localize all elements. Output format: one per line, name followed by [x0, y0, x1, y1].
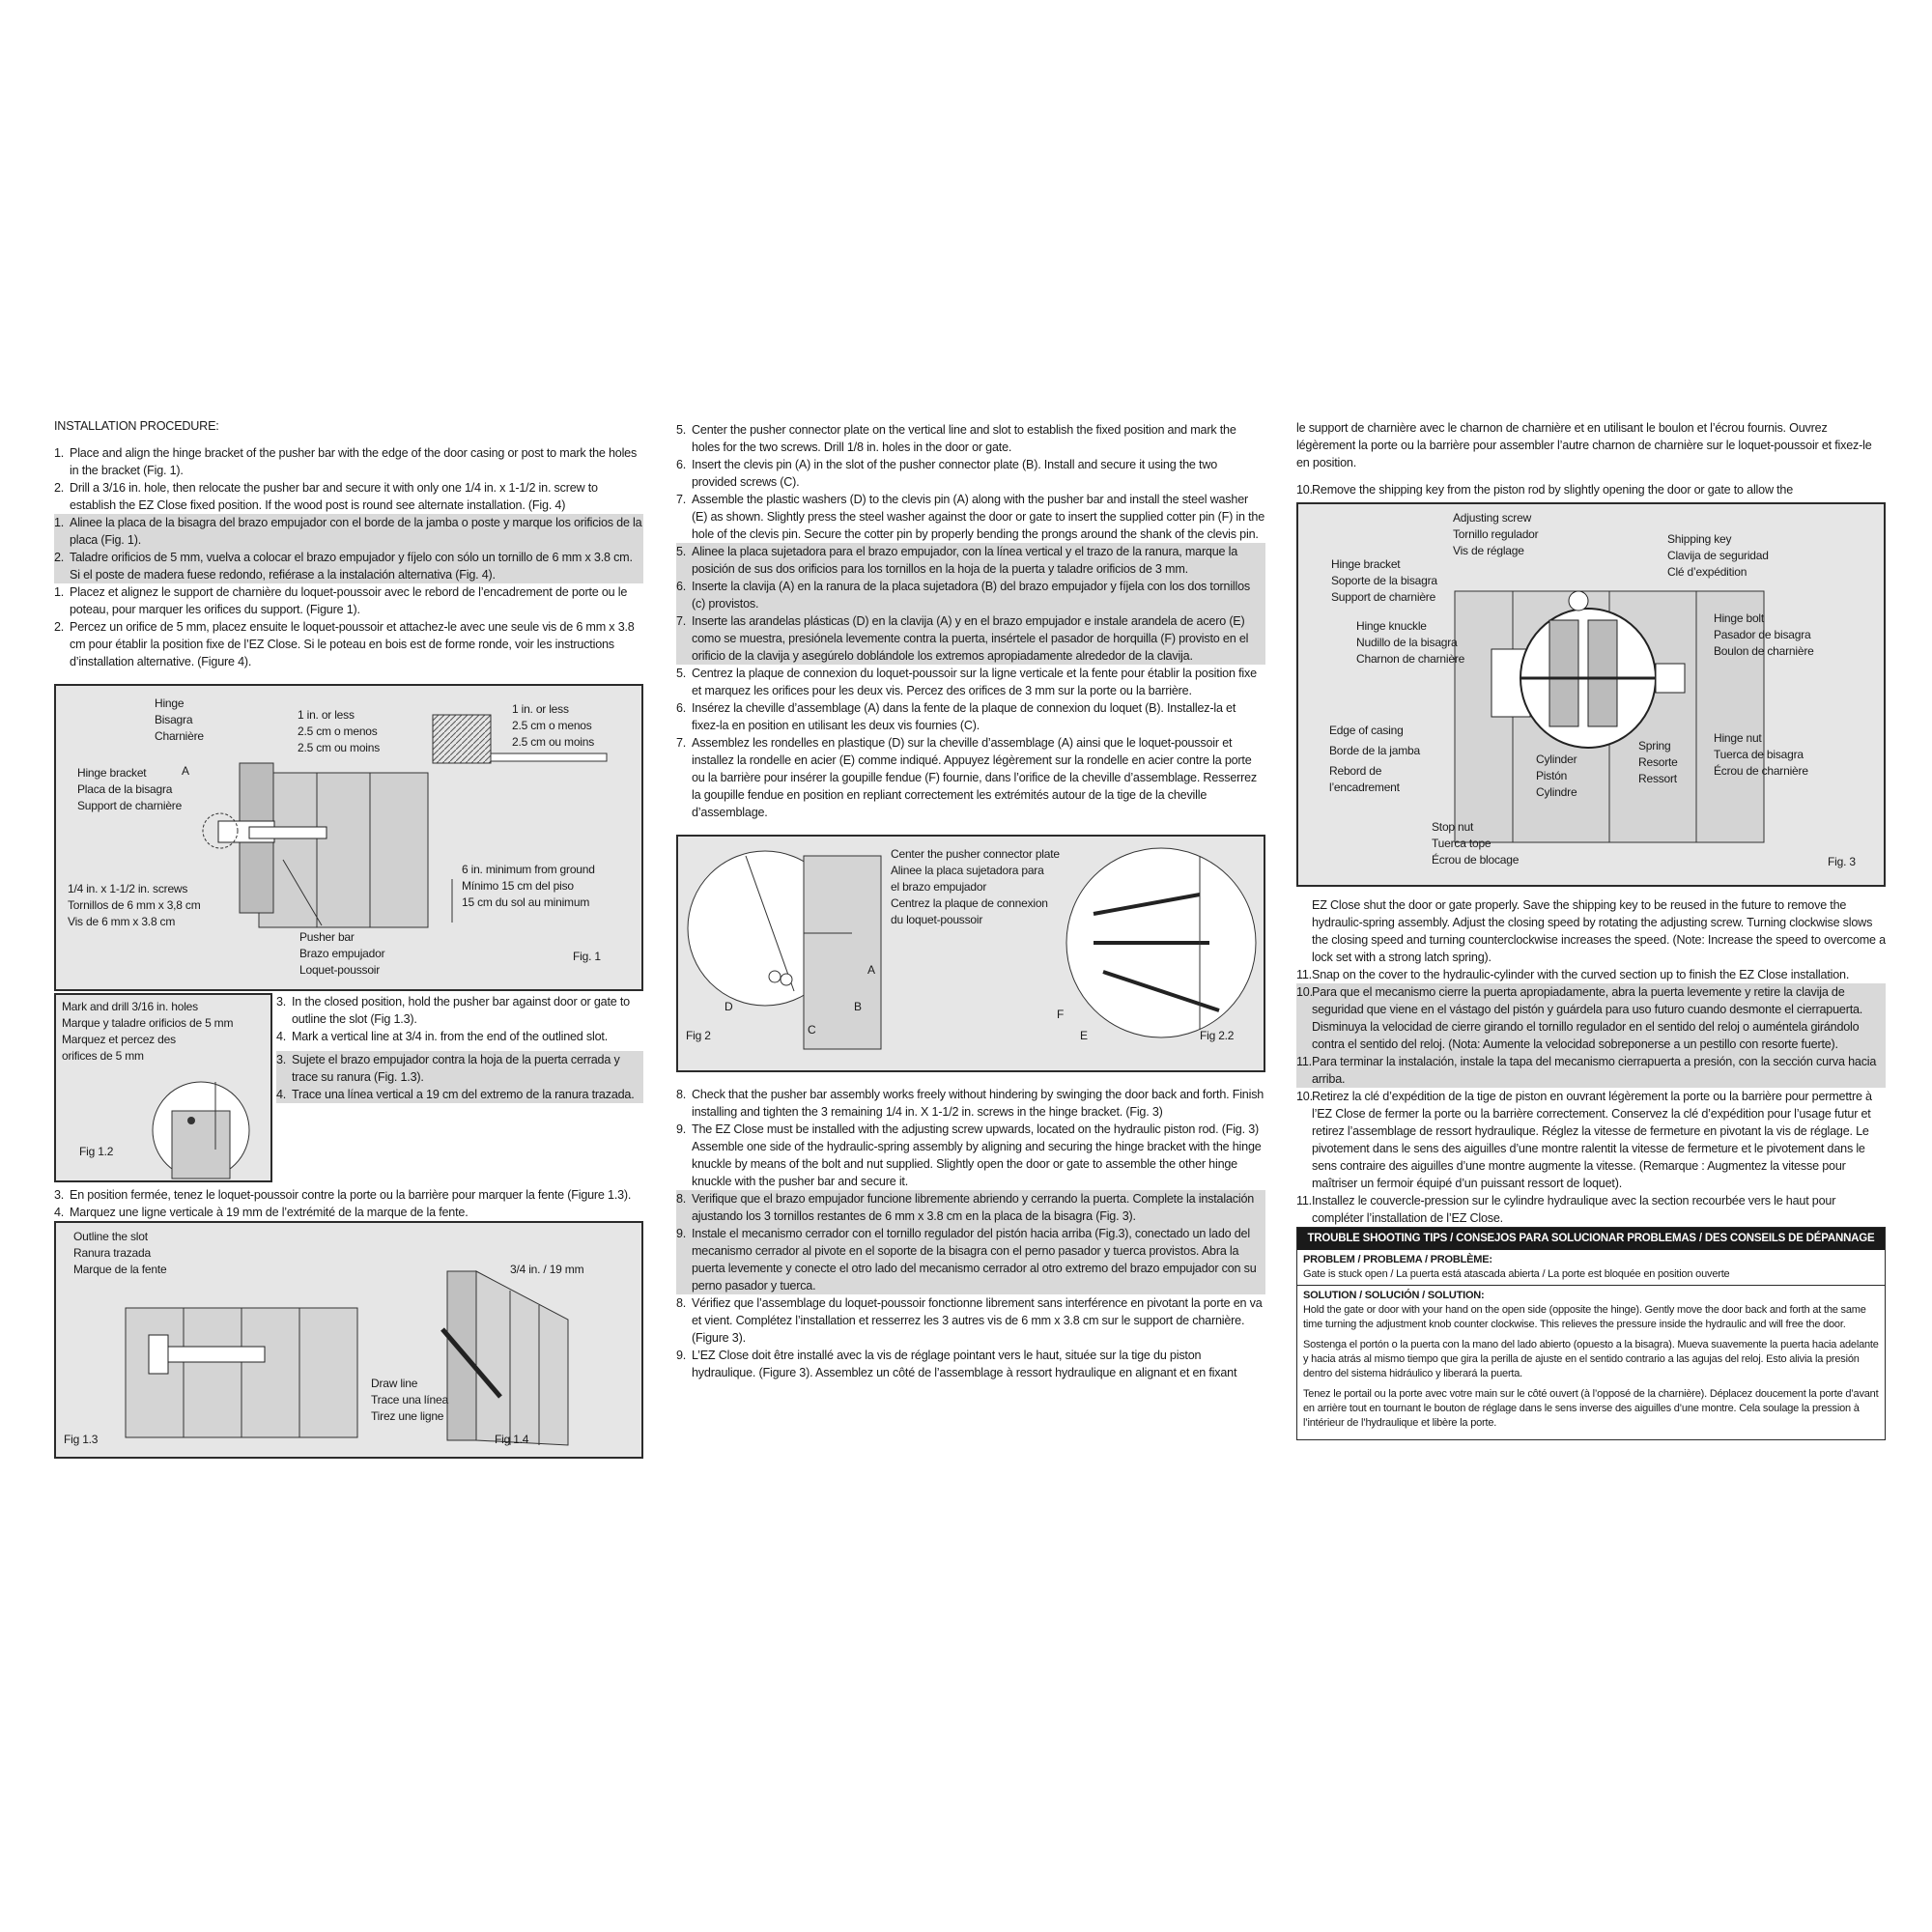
label-pusher-bar: Pusher bar Brazo empujador Loquet-poussoir: [299, 930, 385, 977]
problem-row: [1297, 1250, 1885, 1286]
label-cylinder: Cylinder Pistón Cylindre: [1536, 753, 1577, 799]
list-item: 11. Snap on the cover to the hydraulic-cylinder with the curved section up to finish the EZ Close installation.: [1296, 968, 1850, 981]
label-hinge-knuckle: Hinge knuckle Nudillo de la bisagra Charnon de charnière: [1356, 619, 1465, 666]
list-item: 5. Alinee la placa sujetadora para el brazo empujador, con la línea vertical y el trazo de la ranura, marque la posición de sus dos orificios para los tornillos en la hoja de la puerta y taladre orificios de 3 mm.: [676, 545, 1238, 576]
troubleshooting-title: TROUBLE SHOOTING TIPS / CONSEJOS PARA SOLUCIONAR PROBLEMAS / DES CONSEILS DE DÉPANNAGE: [1297, 1228, 1885, 1250]
list-item: 6. Insérez la cheville d’assemblage (A) dans la fente de la plaque de connexion du loquet (B). Installez-la et fixez-la en position en utilisant les deux vis fournies (C).: [676, 701, 1236, 732]
solution-es: Sostenga el portón o la puerta con la mano del lado abierto (opuesto a la bisagra). Mueva suavemente la puerta hacia adelante y hacia atrás al mismo tiempo que gira la perilla de ajuste en el sentido contrario a las agujas del reloj. Esto alivia la presión dentro del sistema hidráulico y liberará la puerta.: [1303, 1339, 1879, 1379]
list-item: 8. Check that the pusher bar assembly works freely without hindering by swinging the door back and forth. Finish installing and tighten the 3 remaining 1/4 in. X 1-1/2 in. screws in the hinge bracket. (Fig. 3): [676, 1088, 1264, 1119]
steps-fr-9: [676, 1347, 1265, 1381]
fig2-caption: Fig 2: [686, 1029, 711, 1042]
fig12-row: [54, 993, 643, 1186]
label-adjusting-screw: Adjusting screw Tornillo regulador Vis de réglage: [1453, 511, 1539, 557]
fig1-caption: Fig. 1: [573, 950, 601, 963]
list-item: 10. Remove the shipping key from the piston rod by slightly opening the door or gate to allow the: [1296, 483, 1794, 497]
steps-fr-5-7: [676, 665, 1265, 821]
steps-fr-10-11: [1296, 1088, 1886, 1227]
steps-en-8-9: [676, 1086, 1265, 1190]
list-item: 8. Verifique que el brazo empujador funcione libremente abriendo y cerrando la puerta. Complete la instalación ajustando los 3 tornillos restantes de 6 mm x 3.8 cm en la placa de la bisagra (Fig. 3).: [676, 1192, 1255, 1223]
label-center-plate: Center the pusher connector plate Alinee la placa sujetadora para el brazo empujador Centrez la plaque de connexion du loquet-poussoir: [891, 847, 1060, 926]
list-item: 4. Trace una línea vertical a 19 cm del extremo de la ranura trazada.: [276, 1088, 635, 1101]
list-item: 3. En position fermée, tenez le loquet-poussoir contre la porte ou la barrière pour marquer la fente (Figure 1.3).: [54, 1188, 632, 1202]
list-item: 3. In the closed position, hold the pusher bar against door or gate to outline the slot (Fig 1.3).: [276, 995, 630, 1026]
label-a: A: [867, 963, 875, 977]
list-item: 1. Place and align the hinge bracket of the pusher bar with the edge of the door casing or post to mark the holes in the bracket (Fig. 1).: [54, 446, 638, 477]
list-item: 1. Alinee la placa de la bisagra del brazo empujador con el borde de la jamba o poste y marque los orificios de la placa (Fig. 1).: [54, 516, 642, 547]
list-item: 7. Inserte las arandelas plásticas (D) en la clavija (A) y en el brazo empujador e instale arandela de acero (E) como se muestra, presiónela levemente contra la puerta, insértele el pasador de horquilla (F) provisto en el orificio de la clavija y asegúrelo doblándole los extremos apropiadamente alrededor de la clavija.: [676, 614, 1249, 663]
column-3: [1296, 419, 1886, 1440]
column-2: [676, 421, 1265, 1381]
solution-fr: Tenez le portail ou la porte avec votre main sur le côté ouvert (à l’opposé de la charnière). Déplacez doucement la porte d’avant en arrière tout en tournant le bouton de réglage dans le sens inverse des aiguilles d’une montre. Cela soulage la pression à l’intérieur de l’hydraulique et libère la porte.: [1303, 1388, 1879, 1429]
list-item: 1. Placez et alignez le support de charnière du loquet-poussoir avec le rebord de l’encadrement de porte ou le poteau, pour marquer les orifices du support. (Figure 1).: [54, 585, 628, 616]
fig14-caption: Fig 1.4: [495, 1433, 529, 1446]
label-hinge-nut: Hinge nut Tuerca de bisagra Écrou de charnière: [1714, 731, 1808, 778]
step-en-10-start: [1296, 481, 1886, 498]
list-item: 7. Assemblez les rondelles en plastique (D) sur la cheville d’assemblage (A) ainsi que le loquet-poussoir et installez la rondelle en acier (E) comme indiqué. Appuyez légèrement sur la rondelle en acier contre la porte ou la barrière pour insérer la goupille fendue (F) fournie, dans l’orifice de la cheville d’assemblage. Resserrez la goupille fendue en position en repliant correctement les extrémités autour de la tige de la cheville d’assemblage.: [676, 736, 1258, 819]
steps-en-5-7: [676, 421, 1265, 543]
steps-3-4: [276, 993, 643, 1103]
label-e: E: [1080, 1029, 1088, 1042]
label-stop-nut: Stop nut Tuerca tope Écrou de blocage: [1432, 820, 1520, 867]
label-measure: 3/4 in. / 19 mm: [510, 1263, 584, 1276]
label-shipping-key: Shipping key Clavija de seguridad Clé d’expédition: [1667, 532, 1769, 579]
label-hinge-bracket: Hinge bracket Placa de la bisagra Support de charnière: [77, 766, 183, 812]
steps-es-3-4: [276, 1051, 643, 1103]
list-item: 2. Taladre orificios de 5 mm, vuelva a colocar el brazo empujador y fíjelo con sólo un tornillo de 6 mm x 3.8 cm. Si el poste de madera fuese redondo, refiérase a la instalación alternativa (Fig. 4).: [54, 551, 633, 582]
label-mark-drill: Mark and drill 3/16 in. holes Marque y taladre orificios de 5 mm Marquez et percez des orifices de 5 mm: [62, 1000, 234, 1063]
list-item: 7. Assemble the plastic washers (D) to the clevis pin (A) along with the pusher bar and install the steel washer (E) as shown. Slightly press the steel washer against the door or gate to insert the supplied cotter pin (F) in the hole of the clevis pin. Secure the cotter pin by properly bending the prongs around the shank of the clevis pin.: [676, 493, 1265, 541]
list-item: 8. Vérifiez que l’assemblage du loquet-poussoir fonctionne librement sans interférence en pivotant la porte en va et vient. Complétez l’installation et resserrez les 3 autres vis de 6 mm x 3.8 cm sur le support de charnière. (Figure 3).: [676, 1296, 1263, 1345]
label-hinge-bracket: Hinge bracket Soporte de la bisagra Support de charnière: [1331, 557, 1437, 604]
list-item: 10. Para que el mecanismo cierre la puerta apropiadamente, abra la puerta levemente y retire la clavija de seguridad que viene en el vástago del pistón y guárdela para uso futuro cuando desmonte el cierrapuerta. Disminuya la velocidad de cierre girando el tornillo regulador en el sentido del reloj o auméntela girándolo contra el sentido del reloj. (Nota: Aumente la velocidad sobreponerse a un pestillo con resorte fuerte).: [1296, 985, 1863, 1051]
list-item: 5. Centrez la plaque de connexion du loquet-poussoir sur la ligne verticale et la fente pour établir la position fixe et marquez les orifices pour les deux vis. Percez des orifices de 3 mm sur la porte ou la barrière.: [676, 667, 1257, 697]
label-f: F: [1057, 1008, 1065, 1021]
list-item: 9. L’EZ Close doit être installé avec la vis de réglage pointant vers le haut, située sur la tige du piston hydraulique. (Figure 3). Assemblez un côté de l’assemblage à ressort hydraulique en alignant et en fixant: [676, 1349, 1237, 1379]
fr-step-9-continued: le support de charnière avec le charnon de charnière et en utilisant le boulon et l’écrou fournis. Ouvrez légèrement la porte ou la barrière pour assembler l’autre charnon de charnière sur le loquet-poussoir et fixez-le en position.: [1296, 421, 1872, 469]
problem-text: Gate is stuck open / La puerta está atascada abierta / La porte est bloquée en position ouverte: [1303, 1268, 1730, 1280]
section-heading: INSTALLATION PROCEDURE:: [54, 419, 219, 433]
troubleshooting-box: [1296, 1227, 1886, 1440]
steps-fr-1-2: [54, 583, 643, 670]
figure-2: [676, 835, 1265, 1072]
label-hinge: Hinge Bisagra Charnière: [155, 696, 204, 743]
steps-fr-8: [676, 1294, 1265, 1347]
label-d: D: [724, 1000, 733, 1013]
figure-1-2: [54, 993, 272, 1182]
label-a: A: [182, 764, 189, 778]
en-step-10-continued: EZ Close shut the door or gate properly. Save the shipping key to be reused in the future to remove the hydraulic-spring assembly. Adjust the closing speed by rotating the adjusting screw. Turning clockwise slows the closing speed and turning counterclockwise increases the speed. (Note: Increase the speed to overcome a lock set with a strong latch spring).: [1312, 898, 1886, 964]
list-item: 9. The EZ Close must be installed with the adjusting screw upwards, located on the hydraulic piston rod. (Fig. 3) Assemble one side of the hydraulic-spring assembly by aligning and securing the hinge bracket with the hinge knuckle by means of the bolt and nut supplied. Slightly open the door or gate to assemble the other hinge knuckle with the pusher bar and secure it.: [676, 1122, 1262, 1188]
label-c: C: [808, 1023, 816, 1037]
list-item: 6. Inserte la clavija (A) en la ranura de la placa sujetadora (B) del brazo empujador y fíjela con los dos tornillos (c) provistos.: [676, 580, 1251, 611]
figure-1: [54, 684, 643, 991]
list-item: 2. Drill a 3/16 in. hole, then relocate the pusher bar and secure it with only one 1/4 in. x 1-1/2 in. screw to establish the EZ Close fixed position. If the wood post is round see alternate installation. (Fig. 4): [54, 481, 598, 512]
step-en-11: [1296, 966, 1886, 983]
steps-es-1-2: [54, 514, 643, 583]
steps-es-10-11: [1296, 983, 1886, 1088]
label-outline-slot: Outline the slot Ranura trazada Marque de la fente: [73, 1230, 167, 1276]
steps-es-8-9: [676, 1190, 1265, 1294]
label-hinge-bolt: Hinge bolt Pasador de bisagra Boulon de charnière: [1714, 611, 1814, 658]
column-1: [54, 417, 643, 1468]
figure-1-3-1-4: [54, 1221, 643, 1459]
label-screws: 1/4 in. x 1-1/2 in. screws Tornillos de 6 mm x 3,8 cm Vis de 6 mm x 3.8 cm: [68, 882, 201, 928]
fig3-caption: Fig. 3: [1828, 855, 1856, 868]
label-b: B: [854, 1000, 862, 1013]
list-item: 2. Percez un orifice de 5 mm, placez ensuite le loquet-poussoir et attachez-le avec une seule vis de 6 mm x 3.8 cm pour établir la position fixe de l’EZ Close. Si le poteau en bois est de forme ronde, voir les instructions d’installation alternative. (Figure 4).: [54, 620, 635, 668]
steps-es-5-7: [676, 543, 1265, 665]
list-item: 5. Center the pusher connector plate on the vertical line and slot to establish the fixed position and mark the holes for the two screws. Drill 1/8 in. holes in the door or gate.: [676, 423, 1236, 454]
list-item: 11. Para terminar la instalación, instale la tapa del mecanismo cierrapuerta a presión, con la sección curva hacia arriba.: [1296, 1055, 1877, 1086]
label-edge-casing: Edge of casing Borde de la jamba Rebord de l’encadrement: [1329, 724, 1420, 794]
list-item: 10. Retirez la clé d’expédition de la tige de piston en ouvrant légèrement la porte ou la barrière pour permettre à l’EZ Close de fermer la porte ou la barrière correctement. Conservez la clé d’expédition pour l’usage futur et retirez l’assemblage de ressort hydraulique. Réglez la vitesse de fermeture en pivotant la vis de réglage. Le pivotement dans le sens des aiguilles d’une montre ralentit la vitesse de fermeture et le pivotement dans le sens contraire des aiguilles d’une montre augmente la vitesse. (Remarque : Augmentez la vitesse pour maîtriser un fermoir équipé d’un puissant ressort de loquet).: [1296, 1090, 1872, 1190]
label-ground: 6 in. minimum from ground Mínimo 15 cm del piso 15 cm du sol au minimum: [462, 863, 595, 909]
fig12-caption: Fig 1.2: [79, 1145, 114, 1158]
label-distance-b: 1 in. or less 2.5 cm o menos 2.5 cm ou moins: [512, 702, 595, 749]
list-item: 6. Insert the clevis pin (A) in the slot of the pusher connector plate (B). Install and secure it using the two provided screws (C).: [676, 458, 1218, 489]
label-spring: Spring Resorte Ressort: [1638, 739, 1678, 785]
label-distance-a: 1 in. or less 2.5 cm o menos 2.5 cm ou moins: [298, 708, 381, 754]
fig13-caption: Fig 1.3: [64, 1433, 99, 1446]
solution-row: [1297, 1286, 1885, 1439]
steps-en-1-2: [54, 444, 643, 514]
problem-label: PROBLEM / PROBLEMA / PROBLÈME:: [1303, 1254, 1492, 1265]
list-item: 9. Instale el mecanismo cerrador con el tornillo regulador del pistón hacia arriba (Fig.3), conectado un lado del mecanismo cerrador al pivote en el soporte de la bisagra con el perno pasador y tuerca provistos. Abra la puerta levemente y conecte el otro lado del mecanismo cerrador al otro extremo del brazo empujador con su perno pasador y tuerca.: [676, 1227, 1257, 1293]
steps-fr-3-4: [54, 1186, 643, 1221]
figure-3: [1296, 502, 1886, 887]
solution-en: Hold the gate or door with your hand on the open side (opposite the hinge). Gently move the door back and forth at the same time turning the adjustment knob counter clockwise. This relieves the pressure inside the hydraulic and will free the door.: [1303, 1304, 1866, 1330]
fig22-caption: Fig 2.2: [1200, 1029, 1235, 1042]
list-item: 4. Mark a vertical line at 3/4 in. from the end of the outlined slot.: [276, 1030, 609, 1043]
list-item: 3. Sujete el brazo empujador contra la hoja de la puerta cerrada y trace su ranura (Fig. 1.3).: [276, 1053, 620, 1084]
list-item: 4. Marquez une ligne verticale à 19 mm de l’extrémité de la marque de la fente.: [54, 1206, 469, 1219]
list-item: 11. Installez le couvercle-pression sur le cylindre hydraulique avec la section recourbée vers le haut pour compléter l’installation de l’EZ Close.: [1296, 1194, 1836, 1225]
label-draw-line: Draw line Trace una línea Tirez une ligne: [371, 1377, 448, 1423]
steps-en-3-4: [276, 993, 643, 1045]
solution-label: SOLUTION / SOLUCIÓN / SOLUTION:: [1303, 1290, 1485, 1301]
